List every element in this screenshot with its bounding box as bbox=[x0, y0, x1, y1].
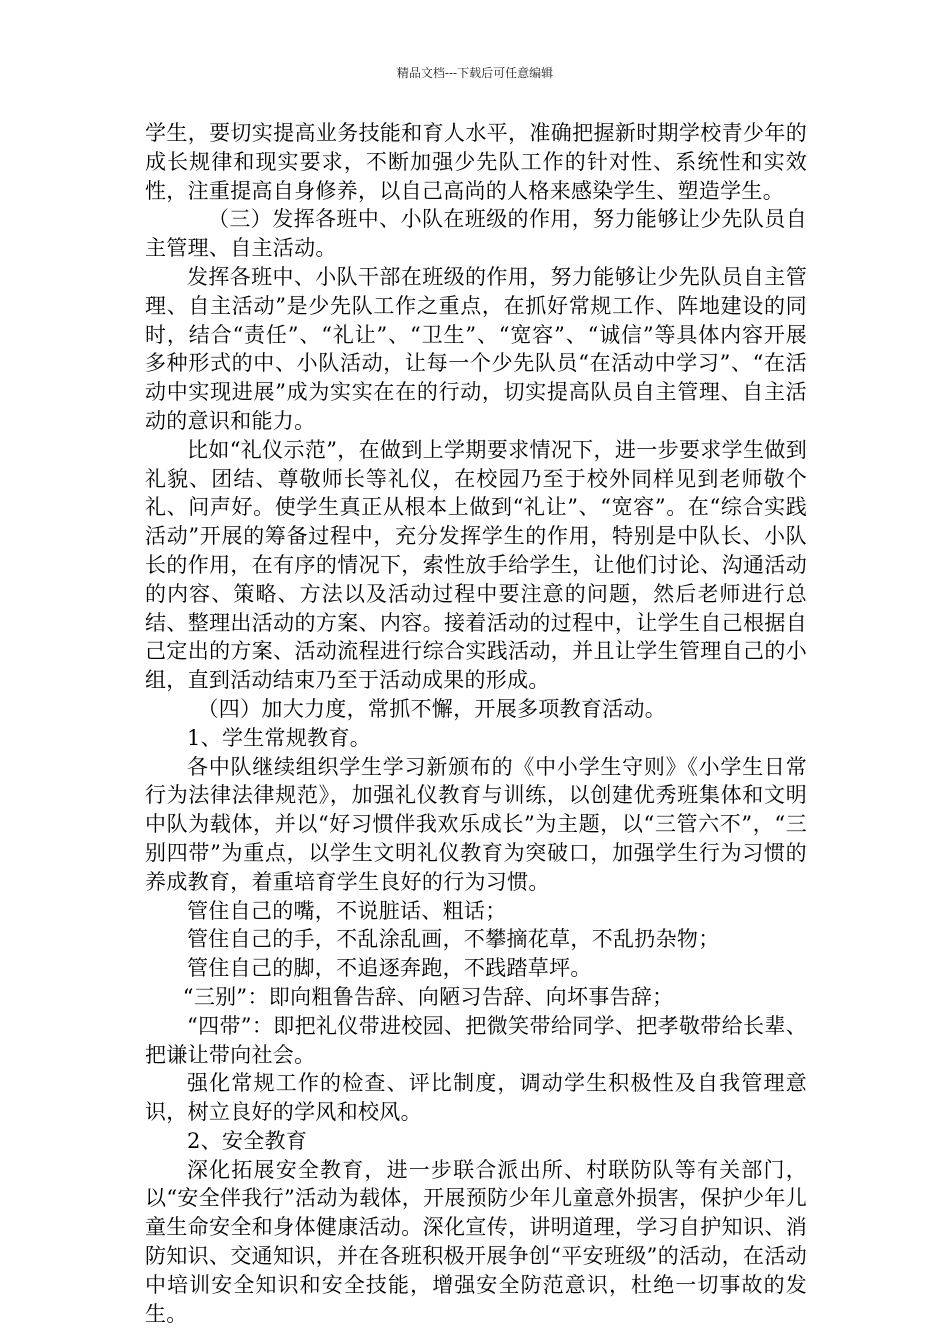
paragraph-inspection-system: 强化常规工作的检查、评比制度，调动学生积极性及自我管理意识，树立良好的学风和校风。 bbox=[145, 1071, 807, 1125]
subheading-safety-education: 2、安全教育 bbox=[187, 1128, 308, 1153]
list-item-mouth: 管住自己的嘴，不说脏话、粗话； bbox=[187, 898, 507, 923]
list-item-hands: 管住自己的手，不乱涂乱画，不攀摘花草，不乱扔杂物； bbox=[187, 927, 720, 952]
paragraph-etiquette-example: 比如“礼仪示范”，在做到上学期要求情况下，进一步要求学生做到礼貌、团结、尊敬师长等礼仪，在校园乃至于校外同样见到老师敬个礼、问声好。使学生真正从根本上做到“礼让”、“宽容”。在“综合实践活动”开展的筹备过程中，充分发挥学生的作用，特别是中队长、小队长的作用，在有序的情况下，索性放手给学生，让他们讨论、沟通活动的内容、策略、方法以及活动过程中要注意的问题，然后老师进行总结、整理出活动的方案、内容。接着活动的过程中，让学生自己根据自己定出的方案、活动流程进行综合实践活动，并且让学生管理自己的小组，直到活动结束乃至于活动成果的形成。 bbox=[145, 437, 807, 693]
page-header: 精品文档---下载后可任意编辑 bbox=[396, 66, 554, 80]
paragraph-safety-education: 深化拓展安全教育，进一步联合派出所、村联防队等有关部门，以“安全伴我行”活动为载体，开展预防少年儿童意外损害，保护少年儿童生命安全和身体健康活动。深化宣传，讲明道理，学习自护知识、消防知识、交通知识，并在各班积极开展争创“平安班级”的活动，在活动中培训安全知识和安全技能，增强安全防范意识，杜绝一切事故的发生。 bbox=[145, 1157, 807, 1326]
paragraph-routine-education: 各中队继续组织学生学习新颁布的《中小学生守则》《小学生日常行为法律法律规范》，加强礼仪教育与训练，以创建优秀班集体和文明中队为载体，并以“好习惯伴我欢乐成长”为主题，以“三管六不”，“三别四带”为重点，以学生文明礼仪教育为突破口，加强学生行为习惯的养成教育，着重培育学生良好的行为习惯。 bbox=[145, 754, 807, 894]
subheading-routine-education: 1、学生常规教育。 bbox=[187, 725, 372, 750]
list-item-four-brings: “四带”：即把礼仪带进校园、把微笑带给同学、把孝敬带给长辈、把谦让带向社会。 bbox=[145, 1013, 807, 1067]
paragraph-squad-activities: 发挥各班中、小队干部在班级的作用，努力能够让少先队员自主管理、自主活动”是少先队工作之重点，在抓好常规工作、阵地建设的同时，结合“责任”、“礼让”、“卫生”、“宽容”、“诚信”等具体内容开展多种形式的中、小队活动，让每一个少先队员“在活动中学习”、“在活动中实现进展”成为实实在在的行动，切实提高队员自主管理、自主活动的意识和能力。 bbox=[145, 264, 807, 433]
document-body bbox=[145, 119, 807, 1328]
section-heading-3: （三）发挥各班中、小队在班级的作用，努力能够让少先队员自主管理、自主活动。 bbox=[145, 207, 807, 261]
list-item-three-farewells: “三别”：即向粗鲁告辞、向陋习告辞、向坏事告辞； bbox=[182, 984, 674, 1009]
list-item-feet: 管住自己的脚，不追逐奔跑，不践踏草坪。 bbox=[187, 956, 592, 981]
section-heading-4: （四）加大力度，常抓不懈，开展多项教育活动。 bbox=[197, 696, 667, 721]
paragraph-continued-teacher-requirements: 学生，要切实提高业务技能和育人水平，准确把握新时期学校青少年的成长规律和现实要求，不断加强少先队工作的针对性、系统性和实效性，注重提高自身修养，以自己高尚的人格来感染学生、塑造学生。 bbox=[145, 121, 807, 203]
